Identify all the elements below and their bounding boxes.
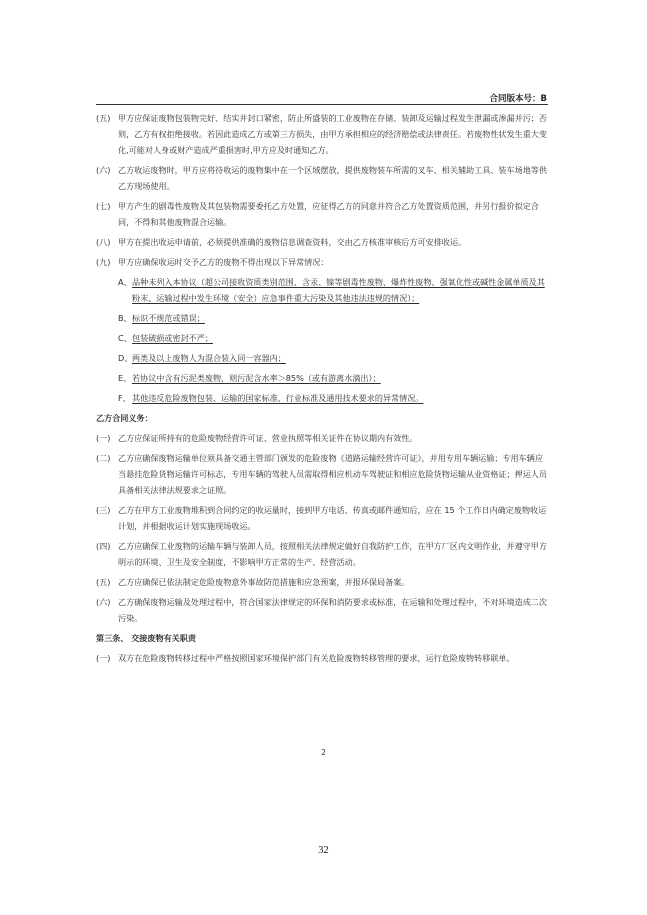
abnormal-condition-label: A、 [118, 277, 132, 287]
party-b-clause [96, 538, 548, 570]
abnormal-condition [96, 390, 548, 406]
party-b-clause [96, 594, 548, 626]
abnormal-condition [96, 370, 548, 386]
party-a-clause-label: (七) [96, 201, 111, 211]
party-a-clause [96, 234, 548, 250]
abnormal-condition-text: 包装破损或密封不严； [132, 333, 213, 343]
party-b-obligations-list [96, 430, 548, 626]
abnormal-condition-text: 品种未列入本协议（超公司接收资质类别范围、含汞、镍等剧毒性废物、爆炸性废物、强氧化性或碱性金属单质及其粉末、运输过程中发生环境（安全）应急事件重大污染及其他违法违规的情况）； [132, 277, 545, 303]
party-b-clause-label: (三) [96, 505, 111, 515]
document-body [96, 110, 548, 670]
party-b-clause [96, 574, 548, 590]
header-rule [96, 104, 548, 105]
party-b-clause-label: (六) [96, 597, 111, 607]
abnormal-condition-text: 两类及以上废物人为混合装入同一容器内； [132, 353, 286, 363]
party-b-clause-text: 乙方在甲方工业废物堆积到合同约定的收运量时，接到甲方电话、传真或邮件通知后，应在 15 个工作日内确定废物收运计划，并根据收运计划实施现场收运。 [118, 505, 547, 531]
party-b-clause [96, 450, 548, 498]
party-b-clause-text: 乙方应确保废物运输单位须具备交通主管部门颁发的危险废物《道路运输经营许可证》，并用专用车辆运输；专用车辆应当悬挂危险货物运输许可标志，专用车辆的驾驶人员需取得相应机动车驾驶证和相应危险货物运输从业资格证；押运人员具备相关法律法规要求之证照。 [118, 453, 547, 495]
party-a-obligations-list [96, 110, 548, 270]
party-a-clause [96, 162, 548, 194]
party-a-clause-label: (六) [96, 165, 111, 175]
article-3-clause [96, 650, 548, 666]
party-b-clause-label: (一) [96, 433, 111, 443]
abnormal-condition-label: B、 [118, 313, 132, 323]
abnormal-condition-text: 若协议中含有污泥类废物，则污泥含水率＞85%（或有游离水滴出）； [132, 373, 381, 383]
party-b-clause-text: 乙方应确保已依法制定危险废物意外事故防范措施和应急预案，并报环保局备案。 [118, 577, 410, 587]
article-3-clause-label: (一) [96, 653, 111, 663]
inner-page-number: 2 [321, 748, 326, 757]
party-b-clause-text: 乙方应确保工业废物的运输车辆与装卸人员，按照相关法律规定做好自我防护工作，在甲方厂区内文明作业，并遵守甲方明示的环境、卫生及安全制度，不影响甲方正常的生产、经营活动。 [118, 541, 547, 567]
article-3-clause-text: 双方在危险废物转移过程中严格按照国家环境保护部门有关危险废物转移管理的要求，运行危险废物转移联单。 [118, 653, 515, 663]
abnormal-condition-text: 其他违反危险废物包装、运输的国家标准、行业标准及通用技术要求的异常情况。 [132, 393, 424, 403]
party-a-clause-label: (九) [96, 257, 111, 267]
party-b-clause-label: (五) [96, 577, 111, 587]
abnormal-condition [96, 274, 548, 306]
party-a-clause [96, 198, 548, 230]
party-a-clause-text: 甲方应确保收运时交予乙方的废物不得出现以下异常情况： [118, 257, 329, 267]
abnormal-condition-text: 标识不规范或错误； [132, 313, 205, 323]
party-a-clause [96, 254, 548, 270]
party-b-clause-text: 乙方应保证所持有的危险废物经营许可证、营业执照等相关证件在协议期内有效性。 [118, 433, 418, 443]
party-b-clause-text: 乙方确保废物运输及处理过程中，符合国家法律规定的环保和消防要求或标准，在运输和处理过程中，不对环境造成二次污染。 [118, 597, 547, 623]
party-b-clause [96, 502, 548, 534]
contract-version-label: 合同版本号：B [489, 94, 547, 104]
abnormal-condition [96, 310, 548, 326]
party-a-clause-label: (八) [96, 237, 111, 247]
abnormal-condition-label: C、 [118, 333, 132, 343]
party-a-clause-text: 甲方产生的剧毒性废物及其包装物需要委托乙方处置，应征得乙方的同意并符合乙方处置资质范围，并另行报价拟定合同，不得和其他废物混合运输。 [118, 201, 539, 227]
party-a-clause-text: 甲方在提出收运申请前，必须提供准确的废物信息调查资料，交由乙方核准审核后方可安排收运。 [118, 237, 467, 247]
party-a-clause [96, 110, 548, 158]
party-b-clause-label: (二) [96, 453, 111, 463]
outer-page-number: 32 [318, 845, 329, 856]
party-a-clause-text: 乙方收运废物时，甲方应将待收运的废物集中在一个区域摆放，提供废物装车所需的叉车、相关辅助工具、装车场地等供乙方现场使用。 [118, 165, 547, 191]
abnormal-condition-label: F、 [118, 393, 131, 403]
article-3-list [96, 650, 548, 666]
party-a-clause-label: (五) [96, 113, 111, 123]
abnormal-condition [96, 350, 548, 366]
abnormal-condition-label: E、 [118, 373, 132, 383]
party-b-clause [96, 430, 548, 446]
party-a-clause-text: 甲方应保证废物包装物完好、结实并封口紧密，防止所盛装的工业废物在存储、装卸及运输过程发生泄漏或渗漏并污；否则，乙方有权拒绝接收。若因此造成乙方或第三方损失，由甲方承担相应的经济赔偿或法律责任。若废物性状发生重大变化,可能对人身或财产造成严重损害时,甲方应及时通知乙方。 [118, 113, 547, 155]
abnormal-condition-label: D、 [118, 353, 133, 363]
abnormal-condition [96, 330, 548, 346]
party-b-heading: 乙方合同义务： [96, 413, 153, 423]
abnormal-conditions-list [96, 274, 548, 406]
article-3-heading: 第三条、 交接废物有关职责 [96, 633, 196, 643]
party-b-clause-label: (四) [96, 541, 111, 551]
